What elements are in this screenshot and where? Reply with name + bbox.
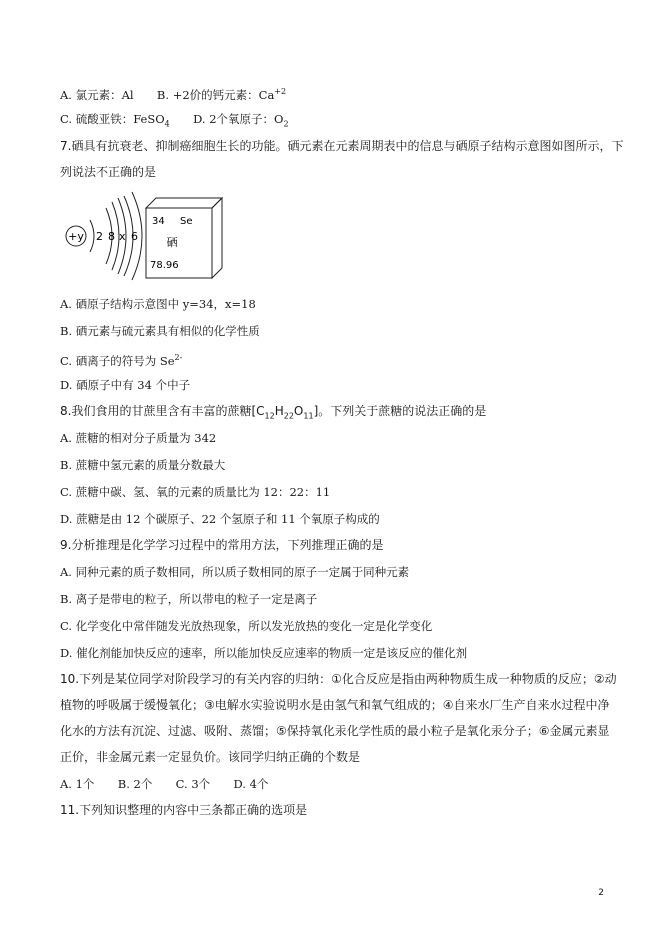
q7-option-d: D. 硒原子中有 34 个中子: [60, 378, 191, 392]
element-atomic-number: 34: [152, 216, 165, 227]
q6-options-ab: [60, 84, 286, 103]
shell-arc-1: [90, 220, 94, 252]
q6-option-c-label: C.: [60, 112, 73, 126]
q7-option-a: A. 硒原子结构示意图中 y=34，x=18: [60, 297, 256, 311]
q7-option-c-text: C. 硒离子的符号为 Se: [60, 353, 175, 368]
q8-formula-c-sub: 12: [264, 411, 275, 421]
element-box-side: [212, 198, 222, 278]
q10-option-c: C. 3个: [175, 777, 211, 791]
q11-stem: 11.下列知识整理的内容中三条都正确的选项是: [60, 803, 308, 817]
element-symbol: Se: [180, 216, 193, 227]
q8-formula-open: [C: [251, 404, 265, 418]
q6-option-a-text: 氯元素：Al: [75, 87, 134, 102]
q10-option-d: D. 4个: [233, 777, 269, 791]
q8-option-d: D. 蔗糖是由 12 个碳原子、22 个氢原子和 11 个氧原子构成的: [60, 512, 380, 526]
q6-option-d-text: 2个氧原子：O: [209, 112, 284, 126]
q9-option-b: B. 离子是带电的粒子，所以带电的粒子一定是离子: [60, 592, 318, 606]
q6-option-b-text: +2价的钙元素：Ca: [172, 87, 275, 102]
q6-option-b-label: B.: [156, 87, 170, 102]
q8-stem: [60, 403, 486, 424]
q10-options: [60, 776, 268, 792]
q6-option-c-text: 硫酸亚铁：FeSO: [75, 112, 165, 126]
shell-electrons-3: x: [119, 230, 126, 243]
q8-option-a: A. 蔗糖的相对分子质量为 342: [60, 431, 217, 445]
q9-option-d: D. 催化剂能加快反应的速率，所以能加快反应速率的物质一定是该反应的催化剂: [60, 646, 468, 660]
q10-option-b: B. 2个: [117, 777, 153, 791]
element-mass: 78.96: [150, 260, 179, 271]
shell-electrons-2: 8: [108, 230, 115, 243]
q8-formula-h-sub: 22: [283, 411, 294, 421]
q6-option-a-label: A.: [60, 87, 72, 102]
q8-formula-h: H: [274, 404, 284, 418]
q8-formula-o: O: [293, 404, 304, 418]
q8-stem-after: 。下列关于蔗糖的说法正确的是: [318, 404, 487, 418]
q8-formula-o-sub: 11: [303, 411, 314, 421]
q8-option-b: B. 蔗糖中氢元素的质量分数最大: [60, 458, 226, 472]
q9-stem: 9.分析推理是化学学习过程中的常用方法，下列推理正确的是: [60, 538, 384, 552]
q10-line4: 正价，非金属元素一定显负价。该同学归纳正确的个数是: [60, 750, 361, 764]
selenium-figure: [62, 190, 222, 282]
q6-option-b-sup: +2: [274, 87, 287, 96]
q10-line1: 10.下列是某位同学对阶段学习的有关内容的归纳：①化合反应是指由两种物质生成一种物质的反应；②动: [60, 672, 617, 686]
q6-options-cd: [60, 111, 289, 132]
q10-option-a: A. 1个: [60, 777, 95, 791]
shell-electrons-4: 6: [131, 230, 138, 243]
q10-line2: 植物的呼吸属于缓慢氧化；③电解水实验说明水是由氢气和氧气组成的；④自来水厂生产自来水过程中净: [60, 698, 610, 712]
element-name: 硒: [166, 236, 178, 249]
q6-option-d-label: D.: [193, 112, 206, 126]
q6-option-c-sub: 4: [164, 119, 170, 129]
q6-option-d-sub: 2: [283, 119, 289, 129]
selenium-diagram: [62, 190, 222, 282]
q7-option-c: [60, 350, 182, 369]
q7-stem-line1: 7.硒具有抗衰老、抑制癌细胞生长的功能。硒元素在元素周期表中的信息与硒原子结构示意图如图所示，下: [60, 139, 624, 153]
element-box-top: [146, 198, 222, 208]
q8-option-c: C. 蔗糖中碳、氢、氧的元素的质量比为 12：22：11: [60, 485, 331, 499]
q7-option-c-sup: 2-: [174, 353, 183, 362]
q7-stem-line2: 列说法不正确的是: [60, 165, 157, 179]
shell-electrons-1: 2: [96, 230, 103, 243]
q9-option-c: C. 化学变化中常伴随发光放热现象，所以发光放热的变化一定是化学变化: [60, 619, 433, 633]
q10-line3: 化水的方法有沉淀、过滤、吸附、蒸馏；⑤保持氧化汞化学性质的最小粒子是氧化汞分子；⑥金属元素显: [60, 724, 610, 738]
page-number: 2: [598, 888, 604, 898]
q8-stem-before: 8.我们食用的甘蔗里含有丰富的蔗糖: [60, 404, 252, 418]
nucleus-charge: +y: [68, 230, 84, 243]
q8-formula-close: ]: [313, 404, 319, 418]
q9-option-a: A. 同种元素的质子数相同，所以质子数相同的原子一定属于同种元素: [60, 565, 410, 579]
q7-option-b: B. 硒元素与硫元素具有相似的化学性质: [60, 324, 260, 338]
